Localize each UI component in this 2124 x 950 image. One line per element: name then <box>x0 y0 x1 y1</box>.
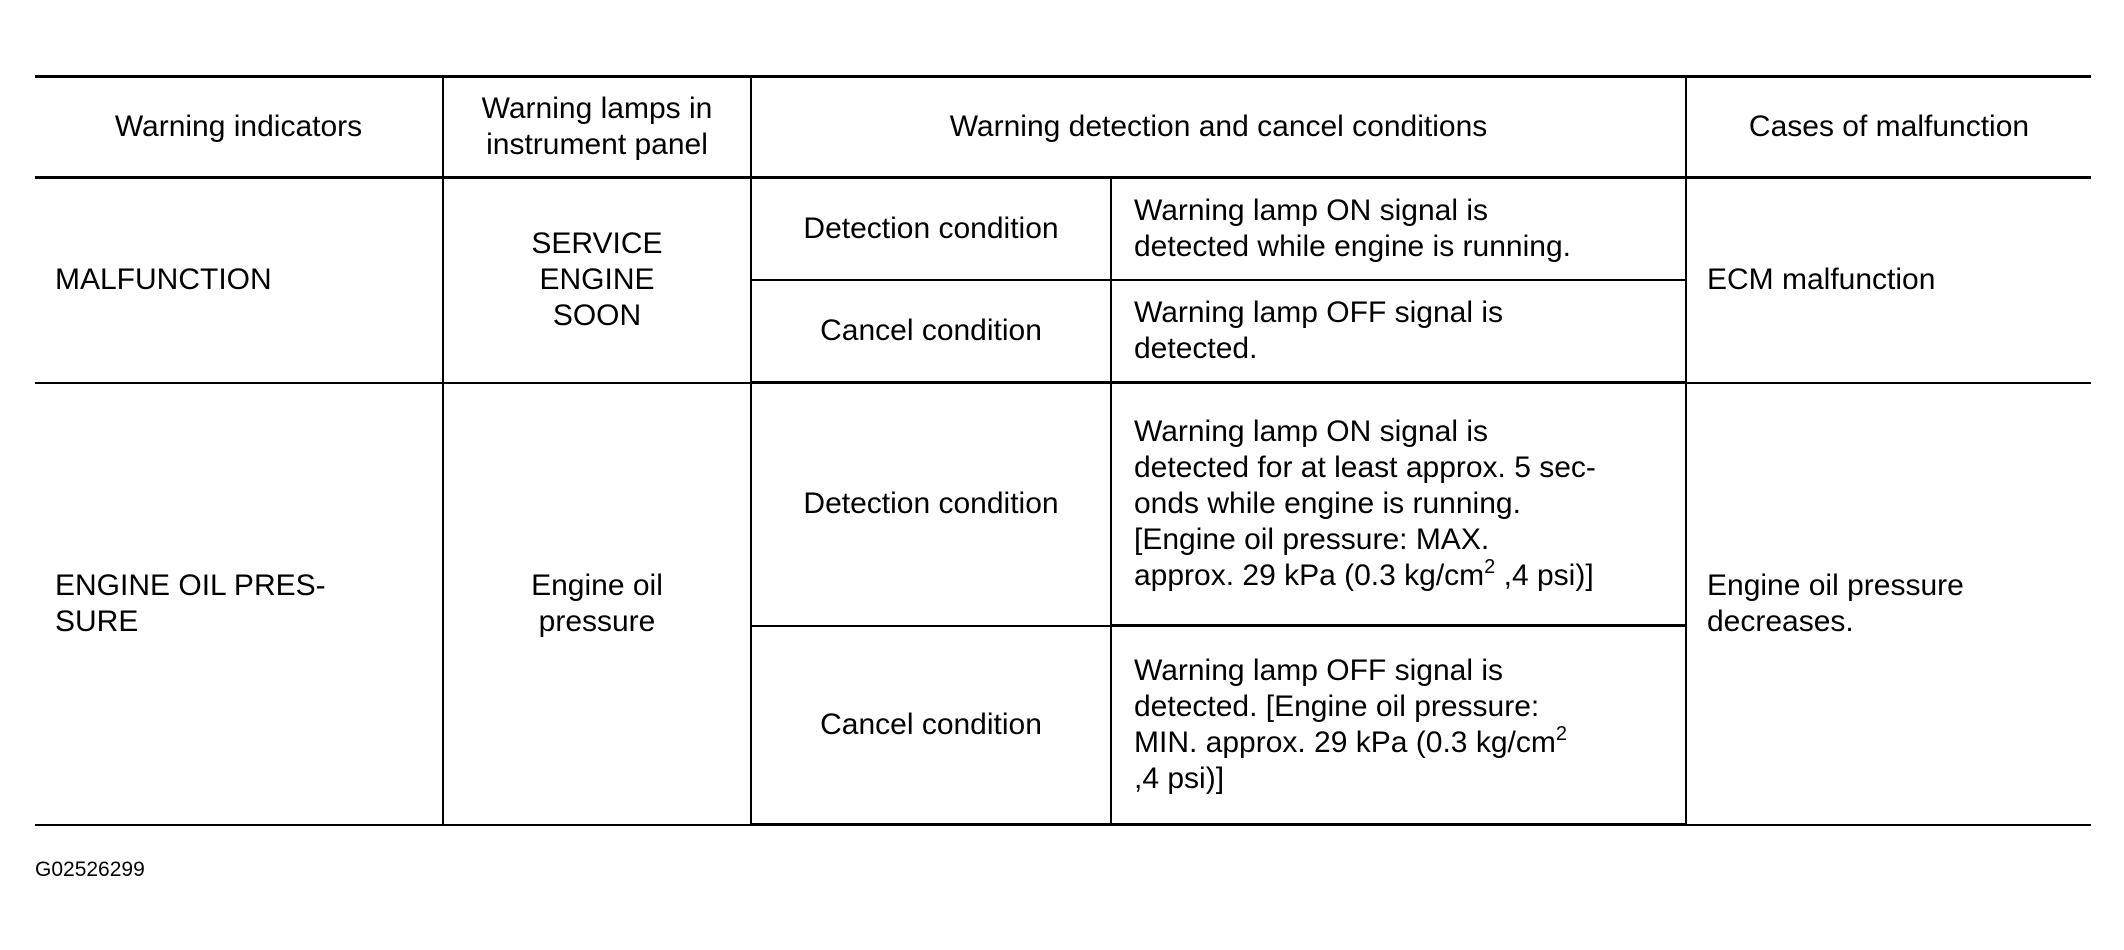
cancel-condition-text <box>1111 280 1686 383</box>
detection-line: detected while engine is running. <box>1134 230 1571 263</box>
indicator-malfunction: MALFUNCTION <box>35 178 443 383</box>
case-ecm-malfunction: ECM malfunction <box>1686 178 2091 383</box>
warning-indicator-table <box>35 75 2091 826</box>
cancel-line: ,4 psi)] <box>1134 762 1225 795</box>
table-row <box>35 178 2091 281</box>
cancel-line: detected. [Engine oil pressure: <box>1134 690 1540 723</box>
detection-line <box>1134 558 1675 594</box>
table-header-row <box>35 77 2091 178</box>
detection-line: Warning lamp ON signal is <box>1134 415 1489 448</box>
figure-code: G02526299 <box>35 858 145 881</box>
superscript-two: 2 <box>1484 556 1496 578</box>
header-warning-indicators: Warning indicators <box>35 77 443 178</box>
detection-condition-text <box>1111 178 1686 281</box>
lamp-line: SERVICE <box>531 227 663 261</box>
cancel-line: Warning lamp OFF signal is <box>1134 654 1503 687</box>
cancel-condition-label: Cancel condition <box>751 626 1111 825</box>
header-warning-lamps <box>443 77 751 178</box>
cancel-condition-label: Cancel condition <box>751 280 1111 383</box>
superscript-two: 2 <box>1555 723 1567 745</box>
detection-line-post: ,4 psi)] <box>1495 559 1594 592</box>
detection-line: Warning lamp ON signal is <box>1134 194 1489 227</box>
indicator-line: SURE <box>55 604 139 638</box>
lamp-service-engine-soon <box>443 178 751 383</box>
indicator-line: ENGINE OIL PRES- <box>55 568 326 602</box>
detection-line: onds while engine is running. <box>1134 487 1521 520</box>
detection-line: detected for at least approx. 5 sec- <box>1134 451 1596 484</box>
header-detection-cancel-conditions: Warning detection and cancel conditions <box>751 77 1686 178</box>
detection-line: [Engine oil pressure: MAX. <box>1134 523 1490 556</box>
lamp-engine-oil-pressure <box>443 383 751 825</box>
lamp-line: SOON <box>552 299 642 333</box>
case-line: Engine oil pressure <box>1707 568 1964 602</box>
lamp-line: Engine oil <box>531 568 663 602</box>
case-oil-pressure-decreases <box>1686 383 2091 825</box>
cancel-line <box>1134 725 1675 761</box>
detection-condition-text <box>1111 383 1686 626</box>
table-row <box>35 383 2091 626</box>
header-warning-lamps-line1: Warning lamps in <box>481 92 713 125</box>
detection-line-pre: approx. 29 kPa (0.3 kg/cm <box>1134 559 1485 592</box>
cancel-line: detected. <box>1134 332 1258 365</box>
detection-condition-label: Detection condition <box>751 178 1111 281</box>
detection-condition-label: Detection condition <box>751 383 1111 626</box>
lamp-line: ENGINE <box>539 263 655 297</box>
header-warning-lamps-line2: instrument panel <box>486 128 708 161</box>
cancel-line: Warning lamp OFF signal is <box>1134 296 1503 329</box>
cancel-line-pre: MIN. approx. 29 kPa (0.3 kg/cm <box>1134 726 1556 759</box>
case-line: decreases. <box>1707 604 1854 638</box>
indicator-engine-oil-pressure <box>35 383 443 825</box>
lamp-line: pressure <box>538 604 656 638</box>
header-cases-of-malfunction: Cases of malfunction <box>1686 77 2091 178</box>
cancel-condition-text <box>1111 626 1686 825</box>
